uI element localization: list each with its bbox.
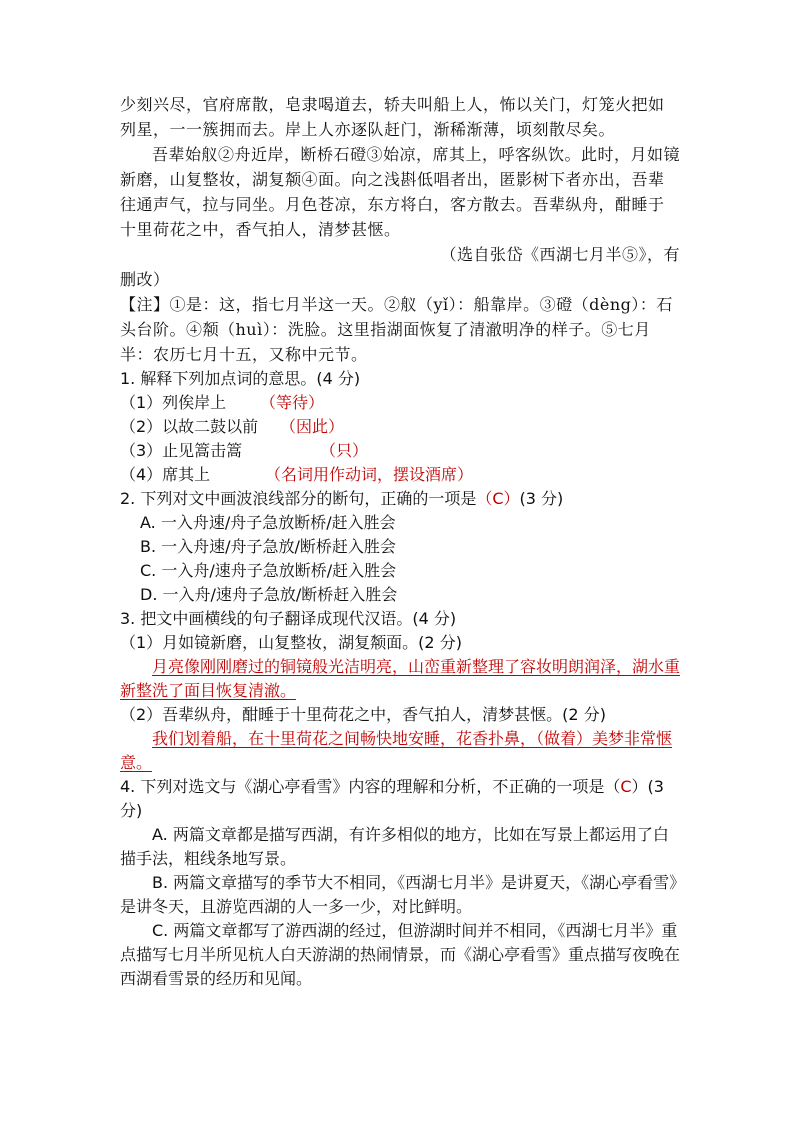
passage-paragraph-2: 吾辈始舣②舟近岸，断桥石磴③始凉，席其上，呼客纵饮。此时，月如镜新磨，山复整妆，湖复颒④面。向之浅斟低唱者出，匿影树下者亦出，吾辈往通声气，拉与同坐。月色苍凉，东方将白，客方散去。吾辈纵舟，酣睡于十里荷花之中，香气拍人，清梦甚惬。 — [120, 145, 681, 239]
stem-answer: C — [620, 777, 632, 796]
question-1-item-1 — [120, 391, 680, 415]
question-3-answer-2 — [120, 727, 680, 775]
question-1-item-4 — [120, 463, 680, 487]
stem-answer: （C） — [476, 489, 520, 508]
question-4-option-a: A. 两篇文章都是描写西湖，有许多相似的地方，比如在写景上都运用了白描手法，粗线条地写景。 — [120, 825, 669, 868]
question-2-option-a: A. 一入舟速/舟子急放断桥/赶入胜会 — [140, 513, 396, 532]
question-3-stem: 3. 把文中画横线的句子翻译成现代汉语。(4 分) — [120, 609, 457, 628]
question-4-stem — [120, 775, 680, 823]
question-2-option-d: D. 一入舟/速舟子急放/断桥赶入胜会 — [140, 585, 398, 604]
question-1-stem: 1. 解释下列加点词的意思。(4 分) — [120, 369, 361, 388]
answer-text: 月亮像刚刚磨过的铜镜般光洁明亮，山峦重新整理了容妆明朗润泽，湖水重新整洗了面目恢复清澈。 — [120, 657, 681, 700]
item-text: （1）列俟岸上 — [120, 393, 227, 412]
question-3-sentence-2: （2）吾辈纵舟，酣睡于十里荷花之中，香气拍人，清梦甚惬。(2 分) — [120, 705, 606, 724]
question-3-sentence-1: （1）月如镜新磨，山复整妆，湖复颒面。(2 分) — [120, 633, 462, 652]
item-text: （3）止见篙击篙 — [120, 441, 243, 460]
question-1-item-2 — [120, 415, 680, 439]
item-answer: （名词用作动词，摆设酒席） — [265, 465, 474, 484]
item-answer: （只） — [320, 441, 369, 460]
question-2-option-c: C. 一入舟/速舟子急放断桥/赶入胜会 — [140, 561, 397, 580]
stem-text: 4. 下列对选文与《湖心亭看雪》内容的理解和分析，不正确的一项是（ — [120, 777, 621, 796]
stem-score: ）(3 分) — [120, 777, 664, 820]
question-4-option-b: B. 两篇文章描写的季节大不相同，《西湖七月半》是讲夏天，《湖心亭看雪》是讲冬天，且游览西湖的人一多一少，对比鲜明。 — [120, 873, 678, 916]
question-2-stem — [120, 487, 680, 511]
stem-score: (3 分) — [519, 489, 564, 508]
stem-text: 2. 下列对文中画波浪线部分的断句，正确的一项是 — [120, 489, 477, 508]
question-2-option-b: B. 一入舟速/舟子急放/断桥赶入胜会 — [140, 537, 396, 556]
passage-source-cont: 删改） — [120, 270, 170, 289]
passage-source: （选自张岱《西湖七月半⑤》，有 — [440, 245, 680, 264]
answer-text: 我们划着船，在十里荷花之间畅快地安睡，花香扑鼻，（做着）美梦非常惬意。 — [120, 729, 673, 772]
question-3-answer-1 — [120, 655, 680, 703]
item-answer: （因此） — [280, 417, 345, 436]
question-1-item-3 — [120, 439, 680, 463]
item-text: （4）席其上 — [120, 465, 211, 484]
question-4-option-c: C. 两篇文章都写了游西湖的经过，但游湖时间并不相同，《西湖七月半》重点描写七月半所见杭人白天游湖的热闹情景，而《湖心亭看雪》重点描写夜晚在西湖看雪景的经历和见闻。 — [120, 921, 681, 988]
item-text: （2）以故二鼓以前 — [120, 417, 259, 436]
annotation-note: 【注】①是：这，指七月半这一天。②舣（yǐ）：船靠岸。③磴（dèng）：石头台阶。④颒（huì）：洗脸。这里指湖面恢复了清澈明净的样子。⑤七月半：农历七月十五，又称中元节。 — [120, 295, 673, 364]
passage-paragraph-1: 少刻兴尽，官府席散，皂隶喝道去，轿夫叫船上人，怖以关门，灯笼火把如列星，一一簇拥而去。岸上人亦逐队赶门，渐稀渐薄，顷刻散尽矣。 — [120, 95, 665, 139]
document-page — [120, 92, 680, 991]
item-answer: （等待） — [260, 393, 325, 412]
